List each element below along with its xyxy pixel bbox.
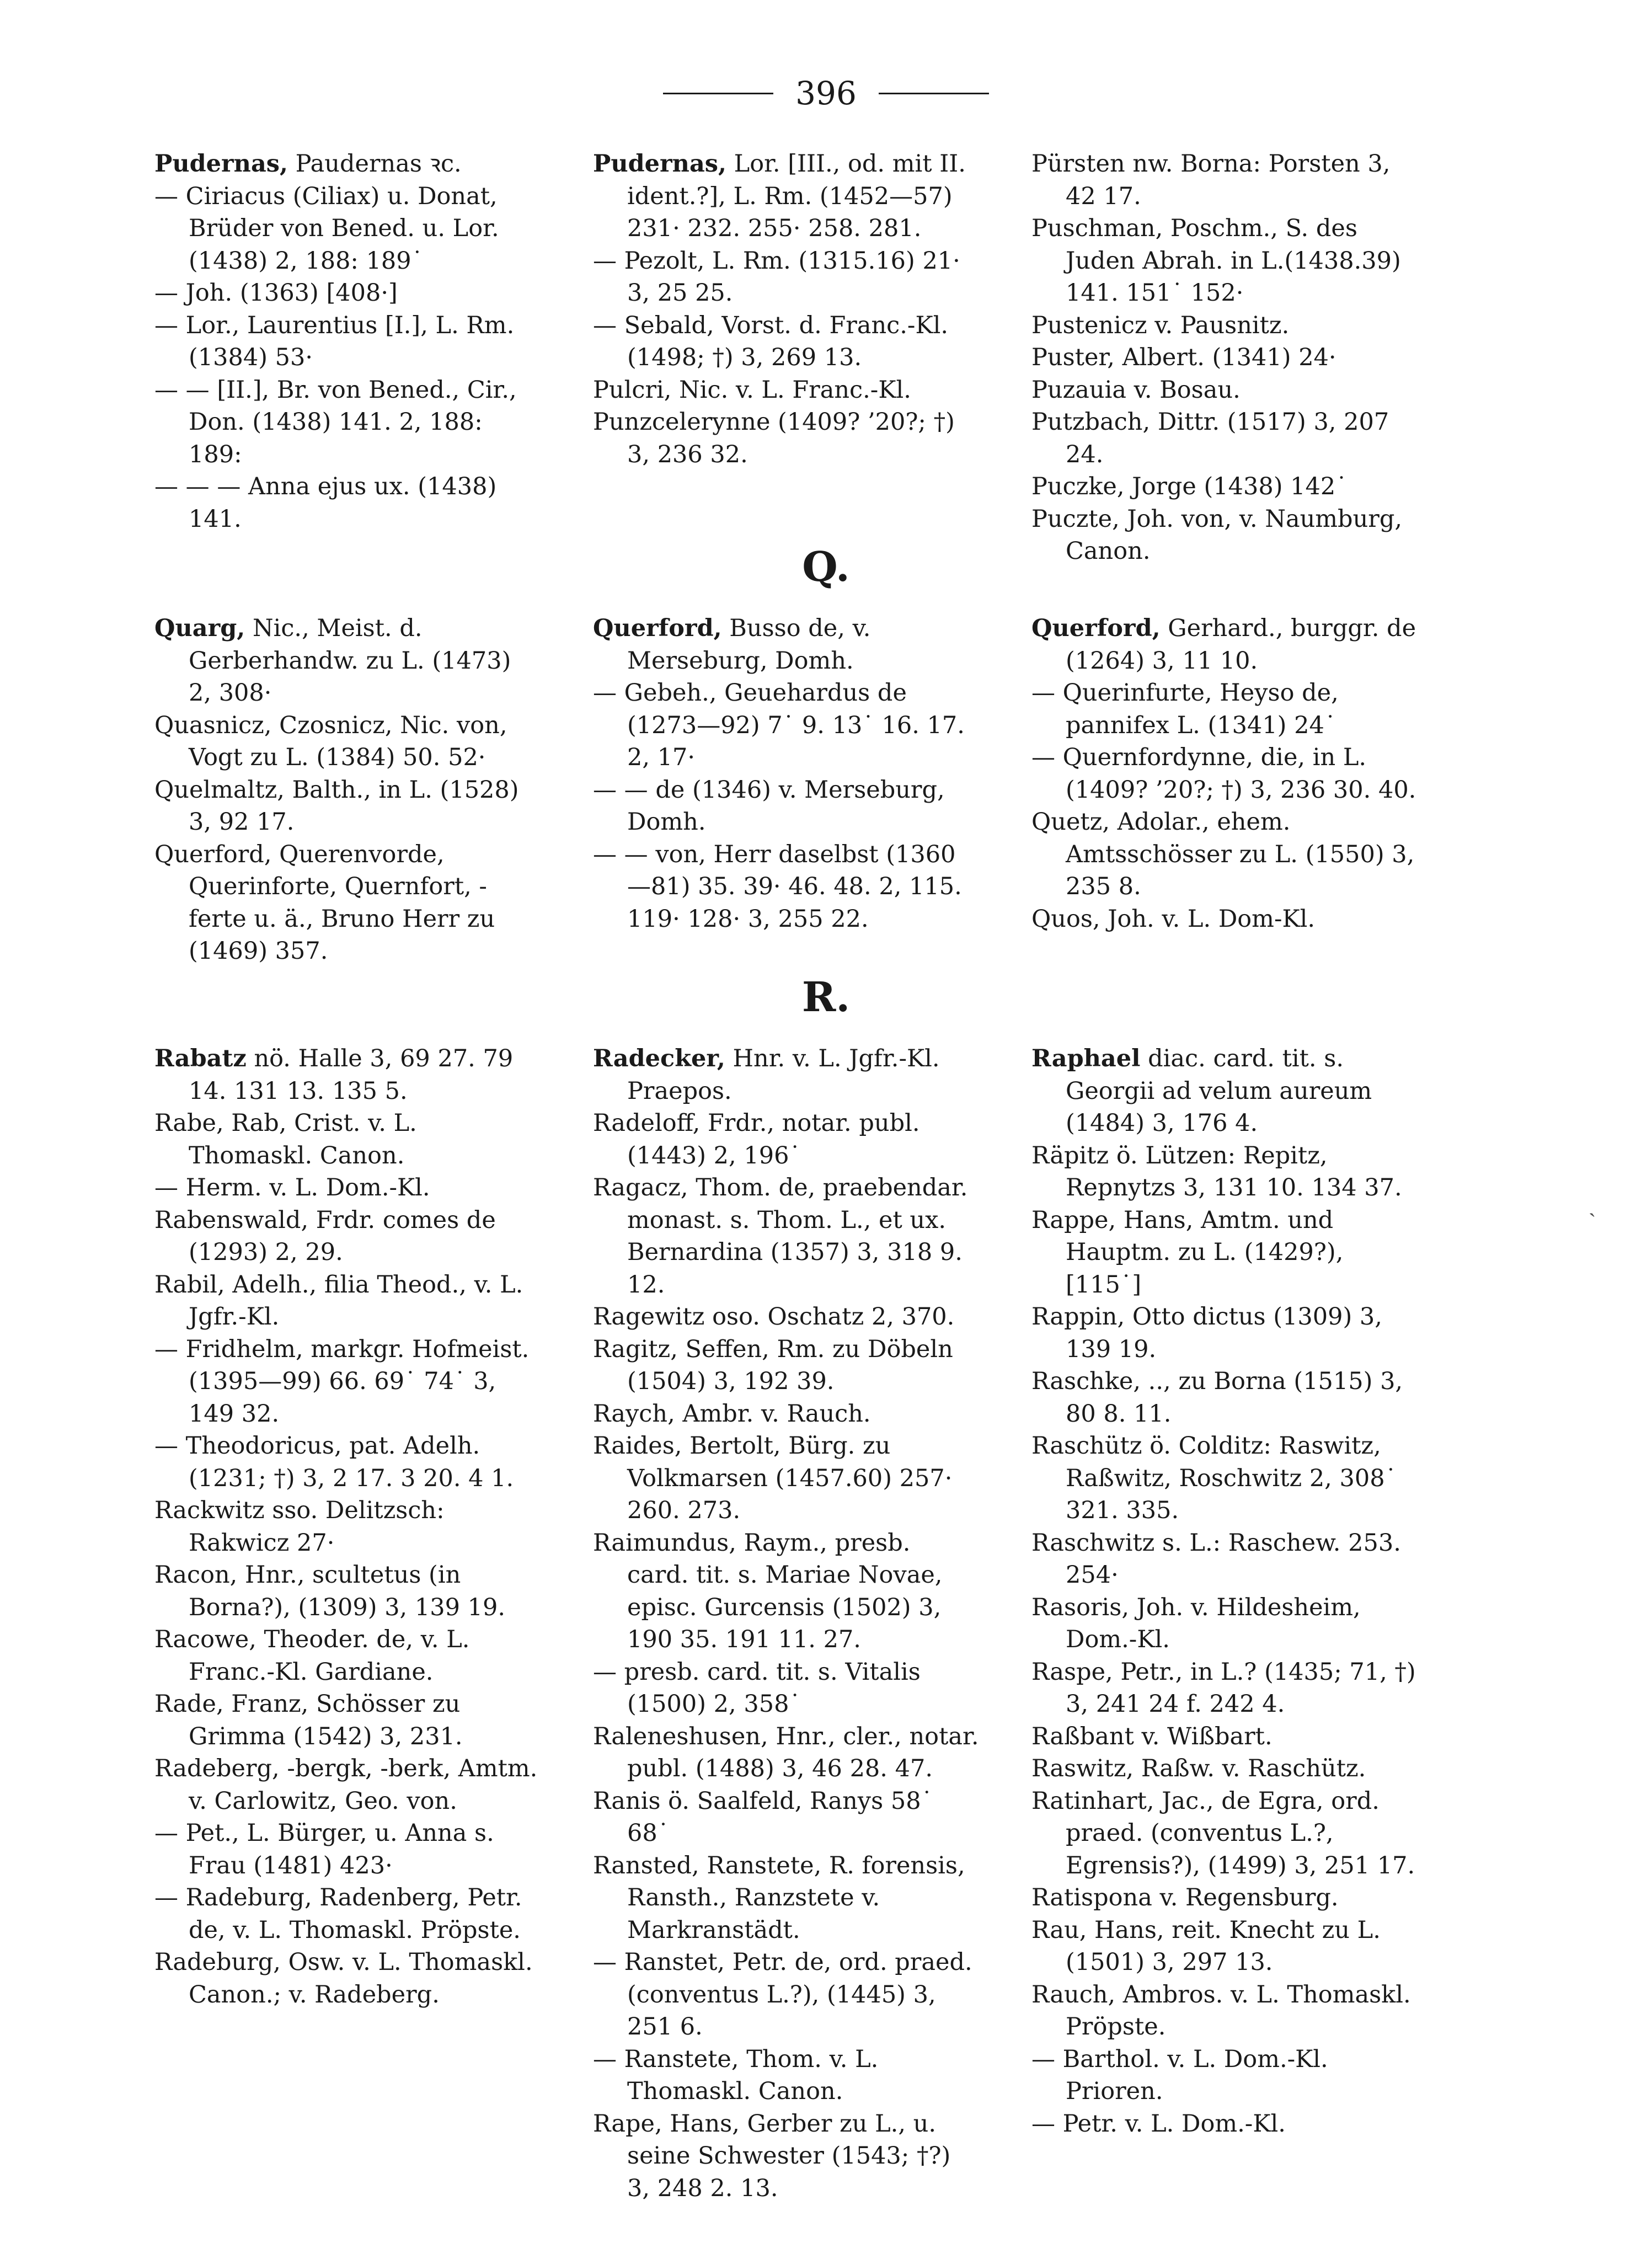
q-column-2 xyxy=(593,612,979,968)
section-r-entries xyxy=(154,1043,1473,2204)
index-entry xyxy=(593,1785,979,1850)
entry-text: Raleneshusen, Hnr., cler., notar. publ. (1488) 3, 46 28. 47. xyxy=(593,1722,979,1782)
entry-text: Raides, Bertolt, Bürg. zu Volkmarsen (1457.60) 257· 260. 273. xyxy=(593,1432,953,1524)
section-letter-q: Q. xyxy=(802,543,850,591)
index-entry xyxy=(1031,1979,1418,2043)
section-p-entries xyxy=(154,148,1473,568)
index-entry xyxy=(154,1817,541,1882)
index-entry xyxy=(154,1204,541,1269)
entry-text: Rabil, Adelh., filia Theod., v. L. Jgfr.-Kl. xyxy=(154,1270,523,1331)
entry-text: Raspe, Petr., in L.? (1435; 71, †) 3, 241 24 f. 242 4. xyxy=(1031,1658,1416,1718)
index-entry xyxy=(1031,612,1418,677)
index-entry xyxy=(1031,2108,1418,2140)
index-entry xyxy=(154,612,541,709)
index-entry xyxy=(593,148,979,245)
entry-text: Raswitz, Raßw. v. Raschütz. xyxy=(1031,1755,1366,1782)
header-rule-left xyxy=(663,93,773,94)
index-entry xyxy=(593,2108,979,2205)
entry-text: Ragitz, Seffen, Rm. zu Döbeln (1504) 3, 192 39. xyxy=(593,1335,953,1395)
entry-text: Ransted, Ranstete, R. forensis, Ransth., Ranzstete v. Markranstädt. xyxy=(593,1851,965,1944)
entry-text: Busso de, v. Merseburg, Domh. xyxy=(627,615,871,675)
index-entry xyxy=(154,374,541,471)
entry-text: Querford, Querenvorde, Querinforte, Quernfort, -ferte u. ä., Bruno Herr zu (1469) 357. xyxy=(154,840,495,965)
index-entry xyxy=(593,1527,979,1656)
entry-text: — Herm. v. L. Dom.-Kl. xyxy=(154,1174,430,1201)
index-entry xyxy=(154,1623,541,1688)
index-entry xyxy=(1031,903,1418,936)
entry-text: Rauch, Ambros. v. L. Thomaskl. Pröpste. xyxy=(1031,1980,1411,2041)
q-column-3 xyxy=(1031,612,1418,968)
entry-text: — Joh. (1363) [408·] xyxy=(154,279,398,307)
index-entry xyxy=(593,1301,979,1333)
entry-text: Rappin, Otto dictus (1309) 3, 139 19. xyxy=(1031,1303,1382,1363)
entry-text: — Ranstet, Petr. de, ord. praed. (conventus L.?), (1445) 3, 251 6. xyxy=(593,1948,972,2041)
index-entry xyxy=(154,709,541,774)
index-entry xyxy=(154,1946,541,2011)
entry-text: — Pezolt, L. Rm. (1315.16) 21· 3, 25 25. xyxy=(593,247,960,307)
index-entry xyxy=(154,471,541,535)
index-entry xyxy=(1031,1365,1418,1430)
r-column-2 xyxy=(593,1043,979,2204)
entry-text: Raschütz ö. Colditz: Raswitz, Raßwitz, Roschwitz 2, 308˙ 321. 335. xyxy=(1031,1432,1397,1524)
p-column-1 xyxy=(154,148,541,568)
p-column-3 xyxy=(1031,148,1418,568)
entry-text: Putzbach, Dittr. (1517) 3, 207 24. xyxy=(1031,408,1389,468)
entry-text: Puster, Albert. (1341) 24· xyxy=(1031,344,1336,371)
entry-text: Rackwitz sso. Delitzsch: Rakwicz 27· xyxy=(154,1497,445,1557)
index-entry xyxy=(154,1882,541,1946)
entry-text: — Querinfurte, Heyso de, pannifex L. (1341) 24˙ xyxy=(1031,679,1339,739)
entry-text: Rade, Franz, Schösser zu Grimma (1542) 3, 231. xyxy=(154,1690,463,1750)
index-entry xyxy=(593,612,979,677)
entry-headword: Rabatz xyxy=(154,1045,247,1072)
index-entry xyxy=(154,1333,541,1430)
index-entry xyxy=(1031,341,1418,374)
index-entry xyxy=(593,309,979,374)
entry-text: Gerhard., burggr. de (1264) 3, 11 10. xyxy=(1066,615,1416,675)
index-entry xyxy=(1031,1882,1418,1914)
entry-text: — Sebald, Vorst. d. Franc.-Kl.(1498; †) 3, 269 13. xyxy=(593,311,948,371)
q-column-1 xyxy=(154,612,541,968)
index-entry xyxy=(1031,1753,1418,1785)
index-entry xyxy=(1031,1656,1418,1721)
entry-text: Paudernas ꝛc. xyxy=(287,150,462,178)
index-entry xyxy=(154,839,541,968)
entry-text: Punzcelerynne (1409? ’20?; †) 3, 236 32. xyxy=(593,408,955,468)
index-entry xyxy=(1031,148,1418,212)
index-entry xyxy=(154,1430,541,1494)
index-entry xyxy=(1031,1043,1418,1140)
entry-text: Ratispona v. Regensburg. xyxy=(1031,1884,1339,1911)
entry-text: — Theodoricus, pat. Adelh. (1231; †) 3, 2 17. 3 20. 4 1. xyxy=(154,1432,514,1492)
entry-text: Raimundus, Raym., presb. card. tit. s. Mariae Novae, episc. Gurcensis (1502) 3, 190 35. 191 11. 27. xyxy=(593,1529,943,1653)
r-column-1 xyxy=(154,1043,541,2204)
entry-text: Pürsten nw. Borna: Porsten 3, 42 17. xyxy=(1031,150,1391,210)
index-entry xyxy=(154,277,541,309)
r-column-3 xyxy=(1031,1043,1418,2204)
entry-headword: Querford, xyxy=(593,615,722,642)
index-entry xyxy=(154,1753,541,1817)
entry-headword: Radecker, xyxy=(593,1045,725,1072)
index-entry xyxy=(154,309,541,374)
index-entry xyxy=(1031,471,1418,503)
entry-text: — — — Anna ejus ux. (1438) 141. xyxy=(154,473,497,533)
index-entry xyxy=(154,1172,541,1204)
entry-text: Ragacz, Thom. de, praebendar. monast. s. Thom. L., et ux. Bernardina (1357) 3, 318 9. 12. xyxy=(593,1174,968,1299)
index-entry xyxy=(593,1043,979,1107)
entry-text: Radeberg, -bergk, -berk, Amtm. v. Carlowitz, Geo. von. xyxy=(154,1755,538,1815)
index-entry xyxy=(1031,677,1418,741)
entry-text: nö. Halle 3, 69 27. 79 14. 131 13. 135 5. xyxy=(189,1045,514,1105)
entry-text: Radeloff, Frdr., notar. publ. (1443) 2, 196˙ xyxy=(593,1109,920,1169)
entry-text: Lor. [III., od. mit II. ident.?], L. Rm. (1452—57) 231· 232. 255· 258. 281. xyxy=(627,150,966,242)
entry-text: Puczte, Joh. von, v. Naumburg, Canon. xyxy=(1031,505,1403,565)
index-entry xyxy=(154,1107,541,1172)
entry-text: Pustenicz v. Pausnitz. xyxy=(1031,311,1290,339)
index-entry xyxy=(593,406,979,471)
entry-text: Rabenswald, Frdr. comes de (1293) 2, 29. xyxy=(154,1206,496,1266)
entry-text: Pulcri, Nic. v. L. Franc.-Kl. xyxy=(593,376,911,404)
entry-text: Puczke, Jorge (1438) 142˙ xyxy=(1031,473,1348,500)
index-entry xyxy=(1031,212,1418,309)
entry-text: Hnr. v. L. Jgfr.-Kl. Praepos. xyxy=(627,1045,940,1105)
index-entry xyxy=(154,774,541,839)
index-entry xyxy=(593,1946,979,2043)
index-entry xyxy=(593,1850,979,1947)
index-entry xyxy=(1031,2043,1418,2108)
entry-text: Ragewitz oso. Oschatz 2, 370. xyxy=(593,1303,955,1331)
index-entry xyxy=(593,1721,979,1785)
page-number-header xyxy=(0,74,1652,112)
entry-text: Raych, Ambr. v. Rauch. xyxy=(593,1400,871,1428)
index-entry xyxy=(154,1688,541,1753)
index-entry xyxy=(593,774,979,839)
index-entry xyxy=(154,1269,541,1333)
entry-text: Quetz, Adolar., ehem. Amtsschösser zu L. (1550) 3, 235 8. xyxy=(1031,808,1415,900)
entry-text: Radeburg, Osw. v. L. Thomaskl. Canon.; v. Radeberg. xyxy=(154,1948,533,2009)
index-entry xyxy=(1031,1301,1418,1365)
index-entry xyxy=(1031,374,1418,407)
index-entry xyxy=(154,1043,541,1107)
entry-text: Quos, Joh. v. L. Dom-Kl. xyxy=(1031,905,1316,933)
entry-text: — Petr. v. L. Dom.-Kl. xyxy=(1031,2110,1286,2138)
index-entry xyxy=(154,148,541,180)
entry-text: Rasoris, Joh. v. Hildesheim, Dom.-Kl. xyxy=(1031,1593,1361,1653)
p-column-2 xyxy=(593,148,979,568)
entry-text: — Radeburg, Radenberg, Petr. de, v. L. Thomaskl. Pröpste. xyxy=(154,1884,522,1944)
entry-text: Quasnicz, Czosnicz, Nic. von, Vogt zu L. (1384) 50. 52· xyxy=(154,711,507,771)
index-entry xyxy=(1031,1721,1418,1753)
entry-text: Ratinhart, Jac., de Egra, ord. praed. (conventus L.?, Egrensis?), (1499) 3, 251 17. xyxy=(1031,1787,1415,1879)
index-entry xyxy=(1031,1785,1418,1882)
entry-text: diac. card. tit. s. Georgii ad velum aureum (1484) 3, 176 4. xyxy=(1066,1045,1372,1137)
entry-text: — Ciriacus (Ciliax) u. Donat, Brüder von Bened. u. Lor. (1438) 2, 188: 189˙ xyxy=(154,182,499,275)
entry-text: — Gebeh., Geuehardus de (1273—92) 7˙ 9. 13˙ 16. 17. 2, 17· xyxy=(593,679,965,771)
entry-text: — — von, Herr daselbst (1360—81) 35. 39· 46. 48. 2, 115. 119· 128· 3, 255 22. xyxy=(593,840,962,933)
stray-ink-mark: ˎ xyxy=(1589,1192,1596,1217)
index-entry xyxy=(593,2043,979,2108)
entry-text: Nic., Meist. d. Gerberhandw. zu L. (1473) 2, 308· xyxy=(189,615,511,707)
entry-text: — presb. card. tit. s. Vitalis (1500) 2, 358˙ xyxy=(593,1658,921,1718)
index-entry xyxy=(1031,806,1418,903)
entry-text: Puzauia v. Bosau. xyxy=(1031,376,1241,404)
entry-text: Puschman, Poschm., S. des Juden Abrah. in L.(1438.39) 141. 151˙ 152· xyxy=(1031,215,1401,307)
entry-text: Räpitz ö. Lützen: Repitz, Repnytzs 3, 131 10. 134 37. xyxy=(1031,1141,1402,1201)
index-entry xyxy=(593,1430,979,1527)
index-entry xyxy=(593,677,979,774)
section-q-entries xyxy=(154,612,1473,968)
index-entry xyxy=(1031,1430,1418,1527)
entry-text: — Lor., Laurentius [I.], L. Rm. (1384) 53· xyxy=(154,311,515,371)
index-entry xyxy=(593,1656,979,1721)
page-number: 396 xyxy=(795,74,857,112)
index-entry xyxy=(1031,1204,1418,1301)
index-entry xyxy=(154,180,541,277)
entry-text: Rabe, Rab, Crist. v. L. Thomaskl. Canon. xyxy=(154,1109,417,1169)
index-entry xyxy=(1031,741,1418,806)
index-entry xyxy=(1031,406,1418,471)
index-entry xyxy=(593,1107,979,1172)
entry-text: — Ranstete, Thom. v. L. Thomaskl. Canon. xyxy=(593,2045,879,2105)
entry-text: — Barthol. v. L. Dom.-Kl. Prioren. xyxy=(1031,2045,1328,2105)
entry-text: Raßbant v. Wißbart. xyxy=(1031,1722,1273,1750)
index-entry xyxy=(593,1172,979,1301)
index-entry xyxy=(593,839,979,936)
index-entry xyxy=(1031,309,1418,342)
index-entry xyxy=(1031,1140,1418,1204)
entry-text: Rape, Hans, Gerber zu L., u. seine Schwester (1543; †?) 3, 248 2. 13. xyxy=(593,2110,951,2202)
entry-text: — Quernfordynne, die, in L. (1409? ’20?; †) 3, 236 30. 40. xyxy=(1031,744,1416,804)
entry-text: Ranis ö. Saalfeld, Ranys 58˙ 68˙ xyxy=(593,1787,933,1847)
entry-headword: Querford, xyxy=(1031,615,1161,642)
entry-text: — Pet., L. Bürger, u. Anna s. Frau (1481) 423· xyxy=(154,1819,494,1879)
entry-text: Quelmaltz, Balth., in L. (1528) 3, 92 17. xyxy=(154,776,519,836)
entry-text: — — de (1346) v. Merseburg, Domh. xyxy=(593,776,945,836)
index-entry xyxy=(1031,1592,1418,1656)
entry-text: Racowe, Theoder. de, v. L. Franc.-Kl. Gardiane. xyxy=(154,1626,470,1686)
entry-headword: Raphael xyxy=(1031,1045,1141,1072)
entry-headword: Pudernas, xyxy=(593,150,726,178)
entry-headword: Quarg, xyxy=(154,615,245,642)
header-rule-right xyxy=(879,93,989,94)
index-entry xyxy=(593,374,979,407)
index-entry xyxy=(593,1398,979,1430)
index-entry xyxy=(154,1494,541,1559)
entry-headword: Pudernas, xyxy=(154,150,288,178)
entry-text: Raschwitz s. L.: Raschew. 253. 254· xyxy=(1031,1529,1401,1589)
index-entry xyxy=(1031,1527,1418,1592)
index-entry xyxy=(154,1559,541,1623)
entry-text: — — [II.], Br. von Bened., Cir., Don. (1438) 141. 2, 188: 189: xyxy=(154,376,517,468)
entry-text: Raschke, .., zu Borna (1515) 3, 80 8. 11. xyxy=(1031,1368,1403,1428)
entry-text: Rappe, Hans, Amtm. und Hauptm. zu L. (1429?), [115˙] xyxy=(1031,1206,1344,1299)
entry-text: Rau, Hans, reit. Knecht zu L. (1501) 3, 297 13. xyxy=(1031,1916,1381,1976)
section-letter-r: R. xyxy=(801,974,851,1021)
index-entry xyxy=(593,245,979,309)
entry-text: — Fridhelm, markgr. Hofmeist. (1395—99) 66. 69˙ 74˙ 3, 149 32. xyxy=(154,1335,530,1428)
entry-text: Racon, Hnr., scultetus (in Borna?), (1309) 3, 139 19. xyxy=(154,1561,506,1621)
index-entry xyxy=(593,1333,979,1398)
index-entry xyxy=(1031,1914,1418,1979)
